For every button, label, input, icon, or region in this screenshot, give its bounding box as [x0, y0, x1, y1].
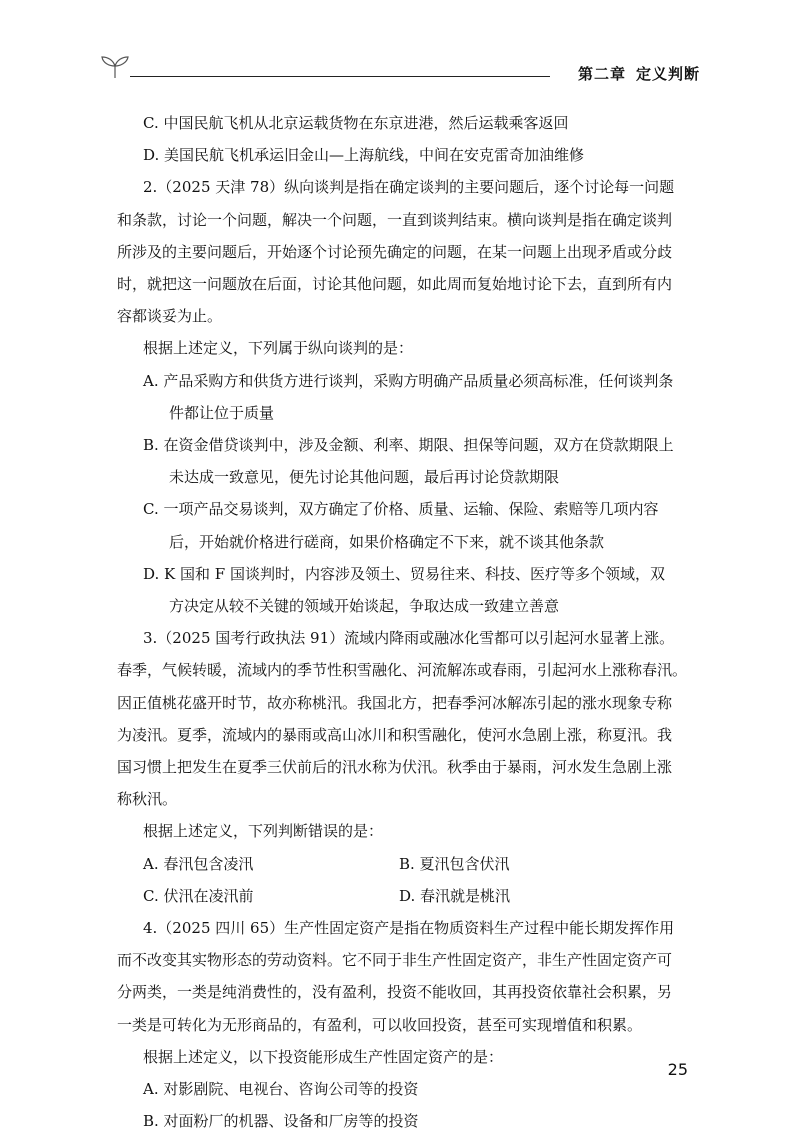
page-header	[0, 0, 800, 100]
q3-line: 称秋汛。	[117, 790, 178, 809]
header-rule	[130, 76, 550, 77]
q4-line: 分两类，一类是纯消费性的，没有盈利，投资不能收回，其再投资依靠社会积累，另	[117, 983, 673, 1002]
q4-option-b: B. 对面粉厂的机器、设备和厂房等的投资	[143, 1112, 419, 1131]
q3-option-b: B. 夏汛包含伏汛	[399, 854, 510, 873]
sprout-icon	[100, 54, 130, 80]
q4-line: 4.（2025 四川 65）生产性固定资产是指在物质资料生产过程中能长期发挥作用	[143, 919, 675, 938]
page-number: 25	[667, 1060, 688, 1079]
q2-option-c: C. 一项产品交易谈判，双方确定了价格、质量、运输、保险、索赔等几项内容	[143, 500, 659, 519]
q3-option-c: C. 伏汛在凌汛前	[143, 886, 254, 905]
q2-option-b: B. 在资金借贷谈判中，涉及金额、利率、期限、担保等问题，双方在贷款期限上	[143, 436, 674, 455]
q3-option-a: A. 春汛包含凌汛	[143, 854, 254, 873]
q3-line: 为凌汛。夏季，流域内的暴雨或高山冰川和积雪融化，使河水急剧上涨，称夏汛。我	[117, 725, 673, 744]
q3-line: 国习惯上把发生在夏季三伏前后的汛水称为伏汛。秋季由于暴雨，河水发生急剧上涨	[117, 758, 673, 777]
q3-option-d: D. 春汛就是桃汛	[399, 886, 511, 905]
question-2	[117, 171, 703, 622]
q4-line: 而不改变其实物形态的劳动资料。它不同于非生产性固定资产，非生产性固定资产可	[117, 951, 673, 970]
chapter-heading	[578, 63, 700, 84]
q2-line: 2.（2025 天津 78）纵向谈判是指在确定谈判的主要问题后，逐个讨论每一问题	[143, 178, 675, 197]
chapter-number: 第二章	[577, 65, 626, 83]
q2-line: 所涉及的主要问题后，开始逐个讨论预先确定的问题，在某一问题上出现矛盾或分歧	[117, 242, 673, 261]
q2-option-d: D. K 国和 F 国谈判时，内容涉及领土、贸易往来、科技、医疗等多个领域，双	[143, 564, 665, 583]
q3-line: 因正值桃花盛开时节，故亦称桃汛。我国北方，把春季河冰解冻引起的涨水现象专称	[117, 693, 673, 712]
q3-prompt: 根据上述定义，下列判断错误的是：	[143, 822, 384, 841]
page-body	[117, 107, 703, 1138]
q2-option-a: A. 产品采购方和供货方进行谈判，采购方明确产品质量必须高标准，任何谈判条	[143, 371, 674, 390]
q2-option-a-cont: 件都让位于质量	[169, 403, 275, 422]
q1-option-d: D. 美国民航飞机承运旧金山—上海航线，中间在安克雷奇加油维修	[143, 146, 585, 165]
chapter-title: 定义判断	[635, 65, 700, 83]
q2-line: 容都谈妥为止。	[117, 307, 223, 326]
q2-option-b-cont: 未达成一致意见，便先讨论其他问题，最后再讨论贷款期限	[169, 468, 560, 487]
q2-option-d-cont: 方决定从较不关键的领域开始谈起，争取达成一致建立善意	[169, 597, 560, 616]
q2-line: 时，就把这一问题放在后面，讨论其他问题，如此周而复始地讨论下去，直到所有内	[117, 275, 673, 294]
question-4	[117, 912, 703, 1137]
q2-line: 和条款，讨论一个问题，解决一个问题，一直到谈判结束。横向谈判是指在确定谈判	[117, 210, 673, 229]
q1-option-c: C. 中国民航飞机从北京运载货物在东京进港，然后运载乘客返回	[143, 114, 569, 132]
q4-line: 一类是可转化为无形商品的，有盈利，可以收回投资，甚至可实现增值和积累。	[117, 1015, 643, 1034]
q4-prompt: 根据上述定义，以下投资能形成生产性固定资产的是：	[143, 1047, 504, 1066]
q3-option-row	[117, 848, 703, 880]
question-3	[117, 622, 703, 912]
q3-option-row	[117, 880, 703, 912]
q3-line: 3.（2025 国考行政执法 91）流域内降雨或融冰化雪都可以引起河水显著上涨。	[143, 629, 675, 648]
q2-prompt: 根据上述定义，下列属于纵向谈判的是：	[143, 339, 414, 358]
q3-line: 春季，气候转暖，流域内的季节性积雪融化、河流解冻或春雨，引起河水上涨称春汛。	[117, 661, 688, 680]
q2-option-c-cont: 后，开始就价格进行磋商，如果价格确定不下来，就不谈其他条款	[169, 532, 605, 551]
q4-option-a: A. 对影剧院、电视台、咨询公司等的投资	[143, 1080, 419, 1099]
